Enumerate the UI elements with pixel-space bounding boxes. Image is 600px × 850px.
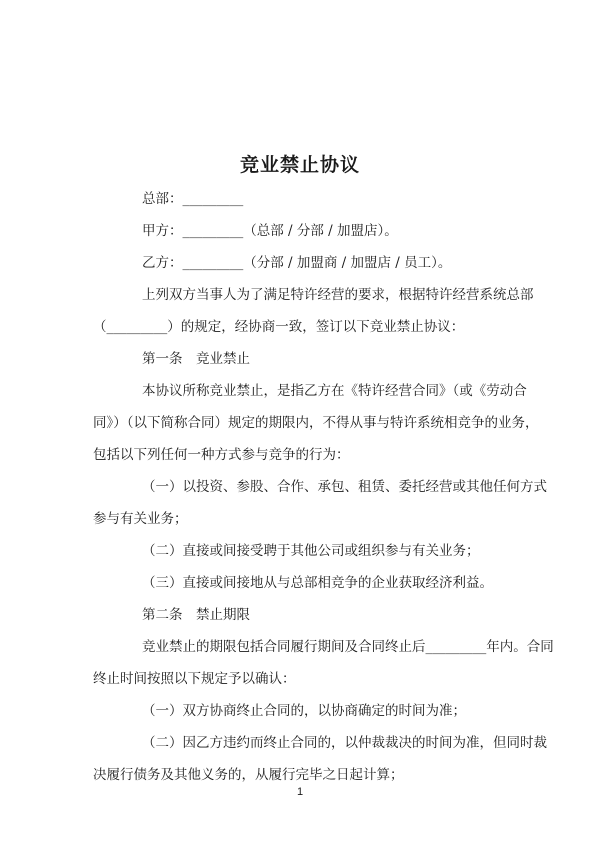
body-line-article-2-b: 终止时间按照以下规定予以确认： xyxy=(93,671,296,687)
body-line-preamble-2: （_________）的规定，经协商一致，签订以下竞业禁止协议： xyxy=(93,319,465,335)
page-number: 1 xyxy=(296,786,304,798)
body-line-party-a: 甲方：_________（总部 / 分部 / 加盟店）。 xyxy=(142,223,398,239)
article-1-heading: 第一条 竞业禁止 xyxy=(142,351,250,367)
clause-1-1-line-1: （一）以投资、参股、合作、承包、租赁、委托经营或其他任何方式 xyxy=(142,479,547,495)
body-line-article-1-c: 包括以下列任何一种方式参与竞争的行为： xyxy=(93,447,350,463)
clause-1-1-line-2: 参与有关业务； xyxy=(93,511,188,527)
body-line-hq: 总部：_________ xyxy=(142,191,244,207)
clause-2-2-line-1: （二）因乙方违约而终止合同的，以仲裁裁决的时间为准，但同时裁 xyxy=(142,735,547,751)
body-line-article-2-a: 竞业禁止的期限包括合同履行期间及合同终止后_________年内。合同 xyxy=(142,639,554,655)
clause-2-1: （一）双方协商终止合同的，以协商确定的时间为准； xyxy=(142,703,466,719)
body-line-article-1-a: 本协议所称竞业禁止，是指乙方在《特许经营合同》（或《劳动合 xyxy=(142,383,527,399)
article-2-heading: 第二条 禁止期限 xyxy=(142,607,250,623)
body-line-article-1-b: 同》）（以下简称合同）规定的期限内，不得从事与特许系统相竞争的业务， xyxy=(93,415,539,431)
clause-1-3: （三）直接或间接地从与总部相竞争的企业获取经济利益。 xyxy=(142,575,493,591)
clause-1-2: （二）直接或间接受聘于其他公司或组织参与有关业务； xyxy=(142,543,480,559)
body-line-party-b: 乙方：_________（分部 / 加盟商 / 加盟店 / 员工）。 xyxy=(142,255,452,271)
document-title: 竞业禁止协议 xyxy=(239,154,360,176)
body-line-preamble-1: 上列双方当事人为了满足特许经营的要求，根据特许经营系统总部 xyxy=(142,287,534,303)
clause-2-2-line-2: 决履行债务及其他义务的，从履行完毕之日起计算； xyxy=(93,767,404,783)
